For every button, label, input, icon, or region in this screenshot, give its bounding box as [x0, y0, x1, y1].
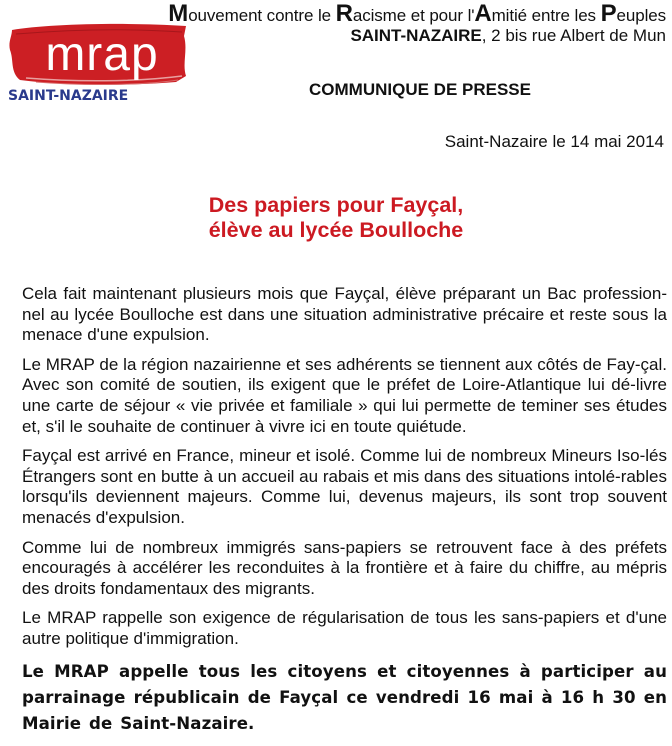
body-paragraph: Le MRAP rappelle son exigence de régularisation de tous les sans-papiers et d'une autre politique d'immigration. — [22, 608, 667, 648]
address-street: , 2 bis rue Albert de Mun — [481, 26, 666, 45]
logo-subtitle: SAINT-NAZAIRE — [8, 88, 129, 104]
mrap-logo-graphic — [6, 20, 192, 104]
org-initial: R — [335, 0, 353, 27]
org-address — [350, 26, 666, 46]
org-word-part: mitié entre les — [491, 6, 601, 25]
date-line: Saint-Nazaire le 14 mai 2014 — [444, 132, 664, 151]
body-paragraph: Comme lui de nombreux immigrés sans-papiers se retrouvent face à des préfets encouragés à accélérer les reconduites à la frontière et à faire du chiffre, au mépris des droits fondamentaux des migrants. — [22, 537, 667, 598]
press-release-body — [22, 284, 667, 746]
mrap-logo — [6, 20, 192, 104]
org-initial: P — [600, 0, 617, 27]
logo-wordmark: mrap — [45, 28, 159, 81]
org-initial: M — [168, 0, 189, 27]
title-line-1: Des papiers pour Fayçal, — [208, 193, 464, 217]
title-line-2: élève au lycée Boulloche — [208, 218, 464, 242]
org-word-part: ouvement contre le — [188, 6, 336, 25]
press-release-title — [0, 193, 672, 243]
org-word-part: acisme et pour l' — [352, 6, 475, 25]
body-paragraph: Cela fait maintenant plusieurs mois que Fayçal, élève préparant un Bac profession-nel au lycée Boulloche est dans une situation administrative précaire et reste sous la menace d'une expulsion. — [22, 284, 667, 345]
organization-name — [168, 2, 666, 26]
body-paragraph: Fayçal est arrivé en France, mineur et isolé. Comme lui de nombreux Mineurs Iso-lés Étrangers sont en butte à un accueil au rabais et mis dans des situations intolé-rables lorsqu'ils deviennent majeurs. Comme lui, devenus majeurs, ils sont trop souvent menacés d'expulsion. — [22, 446, 667, 527]
address-city: SAINT-NAZAIRE — [350, 26, 482, 45]
org-word-part: euples — [616, 6, 666, 25]
document-type-label: COMMUNIQUE DE PRESSE — [309, 80, 531, 99]
event-callout: Le MRAP appelle tous les citoyens et citoyennes à participer au parrainage républicain de Fayçal ce vendredi 16 mai à 16 h 30 en Mairie de Saint-Nazaire. — [22, 661, 667, 733]
body-paragraph: Le MRAP de la région nazairienne et ses adhérents se tiennent aux côtés de Fay-çal. Avec son comité de soutien, ils exigent que le préfet de Loire-Atlantique lui dé-livre une carte de séjour « vie privée et familiale » qui lui permette de teminer ses études et, s'il le souhaite de continuer à vivre ici en toute quiétude. — [22, 354, 667, 436]
org-initial: A — [474, 0, 492, 27]
